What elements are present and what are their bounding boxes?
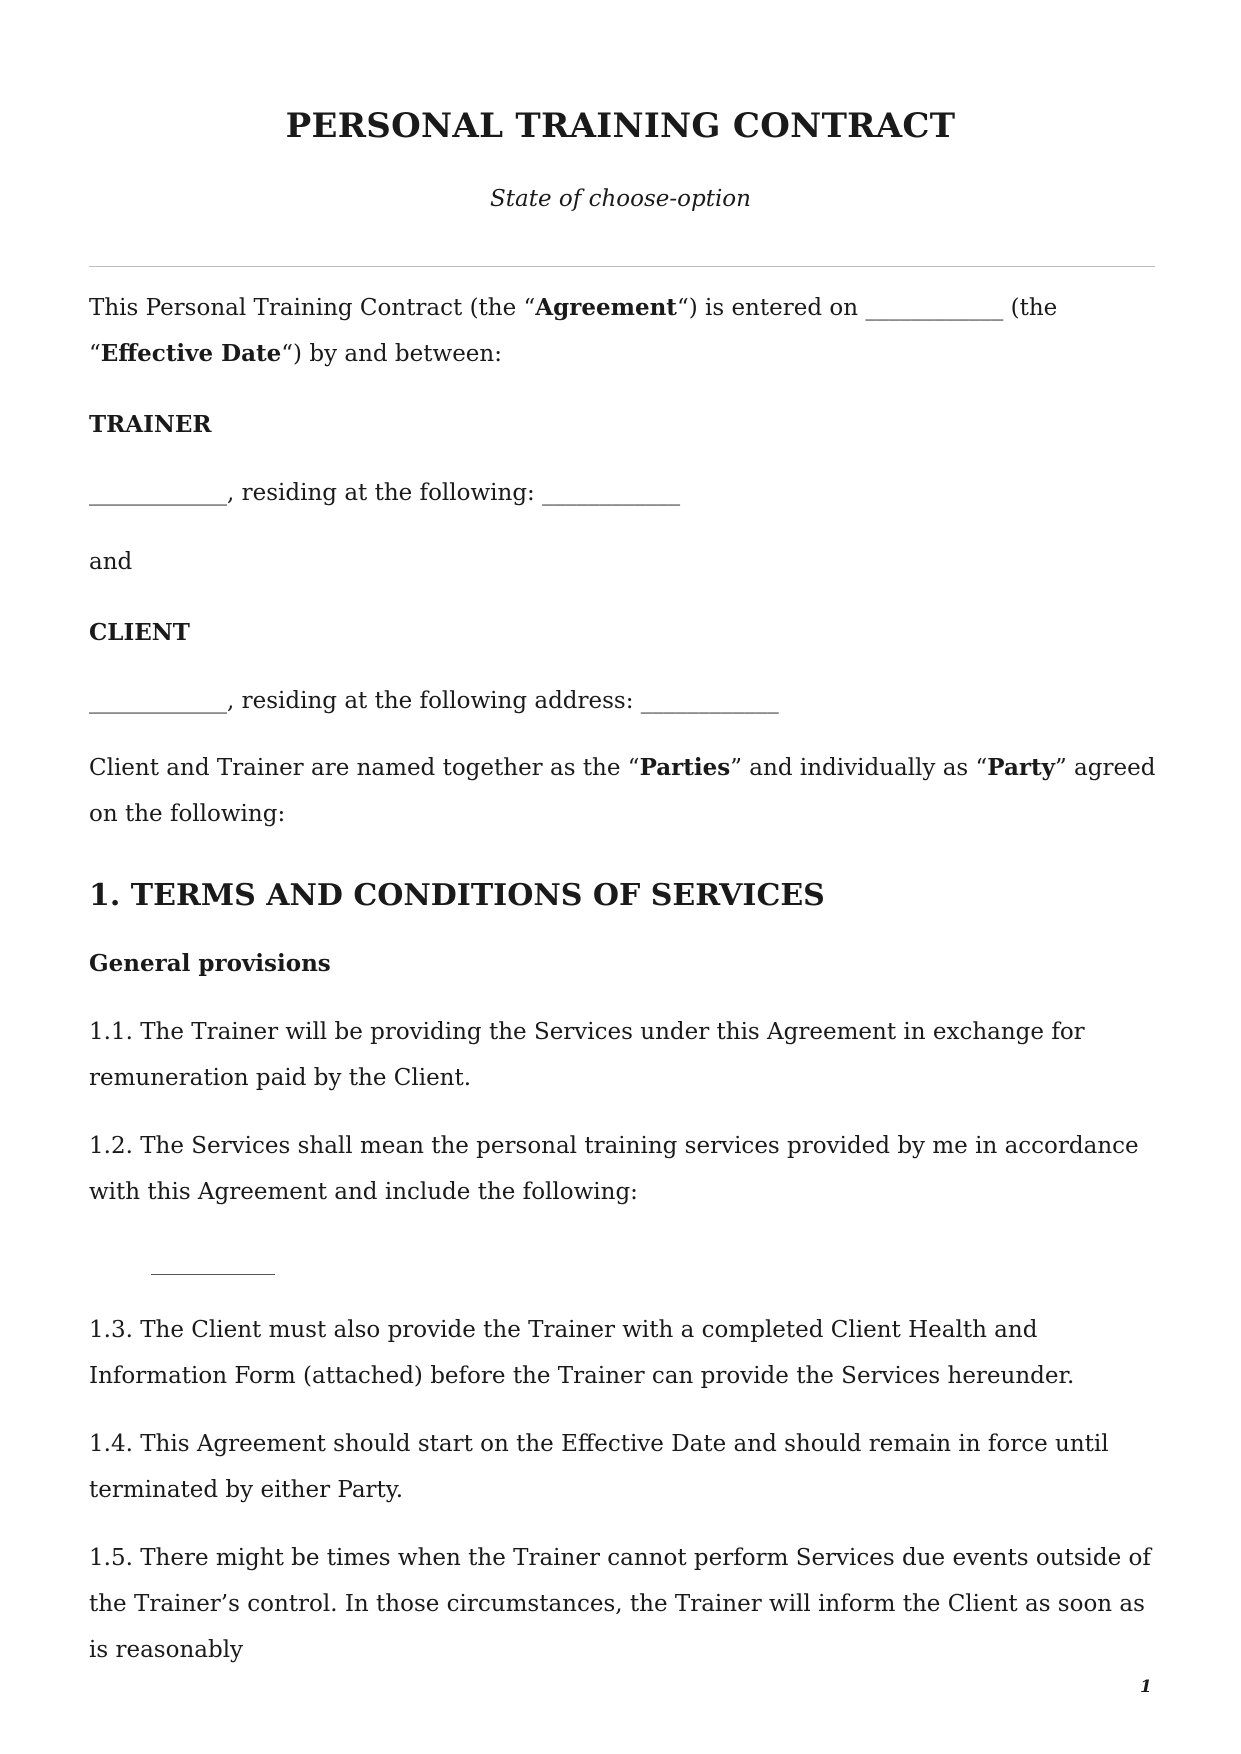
general-provisions-heading: General provisions: [89, 950, 331, 977]
intro-text-3: “) by and between:: [281, 341, 502, 367]
parties-text-3: ” agreed on the following:: [89, 755, 1156, 827]
document-title: PERSONAL TRAINING CONTRACT: [285, 106, 956, 146]
intro-paragraph: [89, 285, 1159, 377]
intro-bold-agreement: Agreement: [535, 294, 677, 321]
intro-text-1: This Personal Training Contract (the “: [89, 295, 536, 321]
trainer-line: ____________, residing at the following: ____________: [89, 480, 681, 506]
intro-bold-effective-date: Effective Date: [100, 340, 282, 367]
parties-bold-party: Party: [987, 754, 1055, 781]
client-line: ____________, residing at the following address: ____________: [89, 688, 779, 714]
clause-1-3: 1.3. The Client must also provide the Trainer with a completed Client Health and Information Form (attached) before the Trainer can provide the Services hereunder.: [89, 1317, 1075, 1389]
parties-bold-parties: Parties: [639, 754, 731, 781]
clause-1-2: 1.2. The Services shall mean the personal training services provided by me in accordance with this Agreement and include the following:: [89, 1133, 1139, 1205]
page-number: 1: [1140, 1677, 1152, 1697]
services-blank-line: [151, 1274, 275, 1275]
clause-1-5: 1.5. There might be times when the Trainer cannot perform Services due events outside of the Trainer’s control. In those circumstances, the Trainer will inform the Client as soon as is reasonably: [89, 1545, 1151, 1663]
parties-text-1: Client and Trainer are named together as the “: [89, 755, 640, 781]
intro-text-2: “) is entered on ____________ (the “: [89, 295, 1058, 367]
section-1-heading: 1. TERMS AND CONDITIONS OF SERVICES: [89, 878, 825, 913]
document-subtitle: State of choose-option: [490, 186, 751, 212]
parties-text-2: ” and individually as “: [730, 755, 988, 781]
client-heading: CLIENT: [89, 619, 190, 646]
clause-1-1: 1.1. The Trainer will be providing the Services under this Agreement in exchange for remuneration paid by the Client.: [89, 1019, 1085, 1091]
header-divider: [89, 266, 1155, 267]
clause-1-4: 1.4. This Agreement should start on the Effective Date and should remain in force until terminated by either Party.: [89, 1431, 1109, 1503]
and-text: and: [89, 549, 133, 575]
parties-paragraph: [89, 745, 1159, 837]
trainer-heading: TRAINER: [89, 411, 212, 438]
